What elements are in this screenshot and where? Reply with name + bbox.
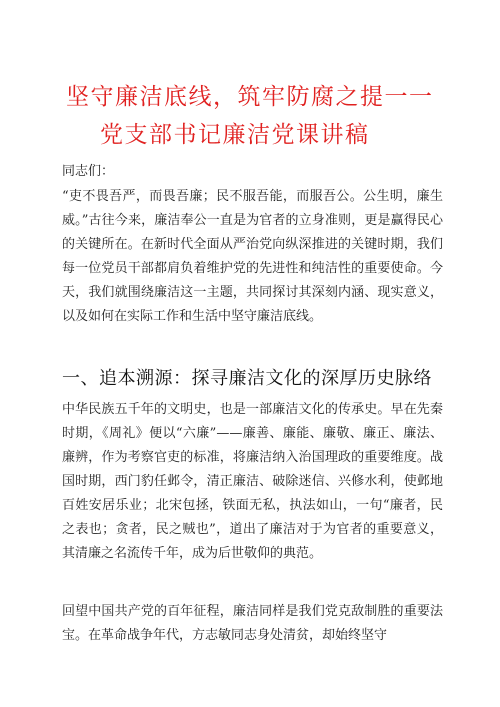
section-1-paragraph-2: 回望中国共产党的百年征程，廉洁同样是我们党克敌制胜的重要法宝。在革命战争年代，方志敏同志身处清贫，却始终坚守 — [62, 604, 443, 643]
document-title-line-1: 坚守廉洁底线，筑牢防腐之提一一 — [66, 84, 434, 110]
intro-paragraph: “吏不畏吾严，而畏吾廉；民不服吾能，而服吾公。公生明，廉生威。”古往今来，廉洁奉公一直是为官者的立身准则，更是赢得民心的关键所在。在新时代全面从严治党向纵深推进的关键时期，我们每一位党员干部都肩负着维护党的先进性和纯洁性的重要使命。今天，我们就围绕廉洁这一主题，共同探讨其深刻内涵、现实意义，以及如何在实际工作和生活中坚守廉洁底线。 — [62, 189, 443, 324]
section-1-paragraph-1: 中华民族五千年的文明史，也是一部廉洁文化的传承史。早在先秦时期，《周礼》便以“六廉”——廉善、廉能、廉敬、廉正、廉法、廉辨，作为考察官吏的标准，将廉洁纳入治国理政的重要维度。战国时期，西门豹任邺令，清正廉洁、破除迷信、兴修水利，使邺地百姓安居乐业；北宋包拯，铁面无私，执法如山，一句“廉者，民之表也；贪者，民之贼也”，道出了廉洁对于为官者的重要意义，其清廉之名流传千年，成为后世敬仰的典范。 — [62, 402, 443, 561]
document-title-line-2: 党支部书记廉洁党课讲稿 — [100, 122, 370, 148]
section-1-heading: 一、追本溯源：探寻廉洁文化的深厚历史脉络 — [62, 368, 432, 389]
greeting: 同志们： — [62, 164, 115, 179]
